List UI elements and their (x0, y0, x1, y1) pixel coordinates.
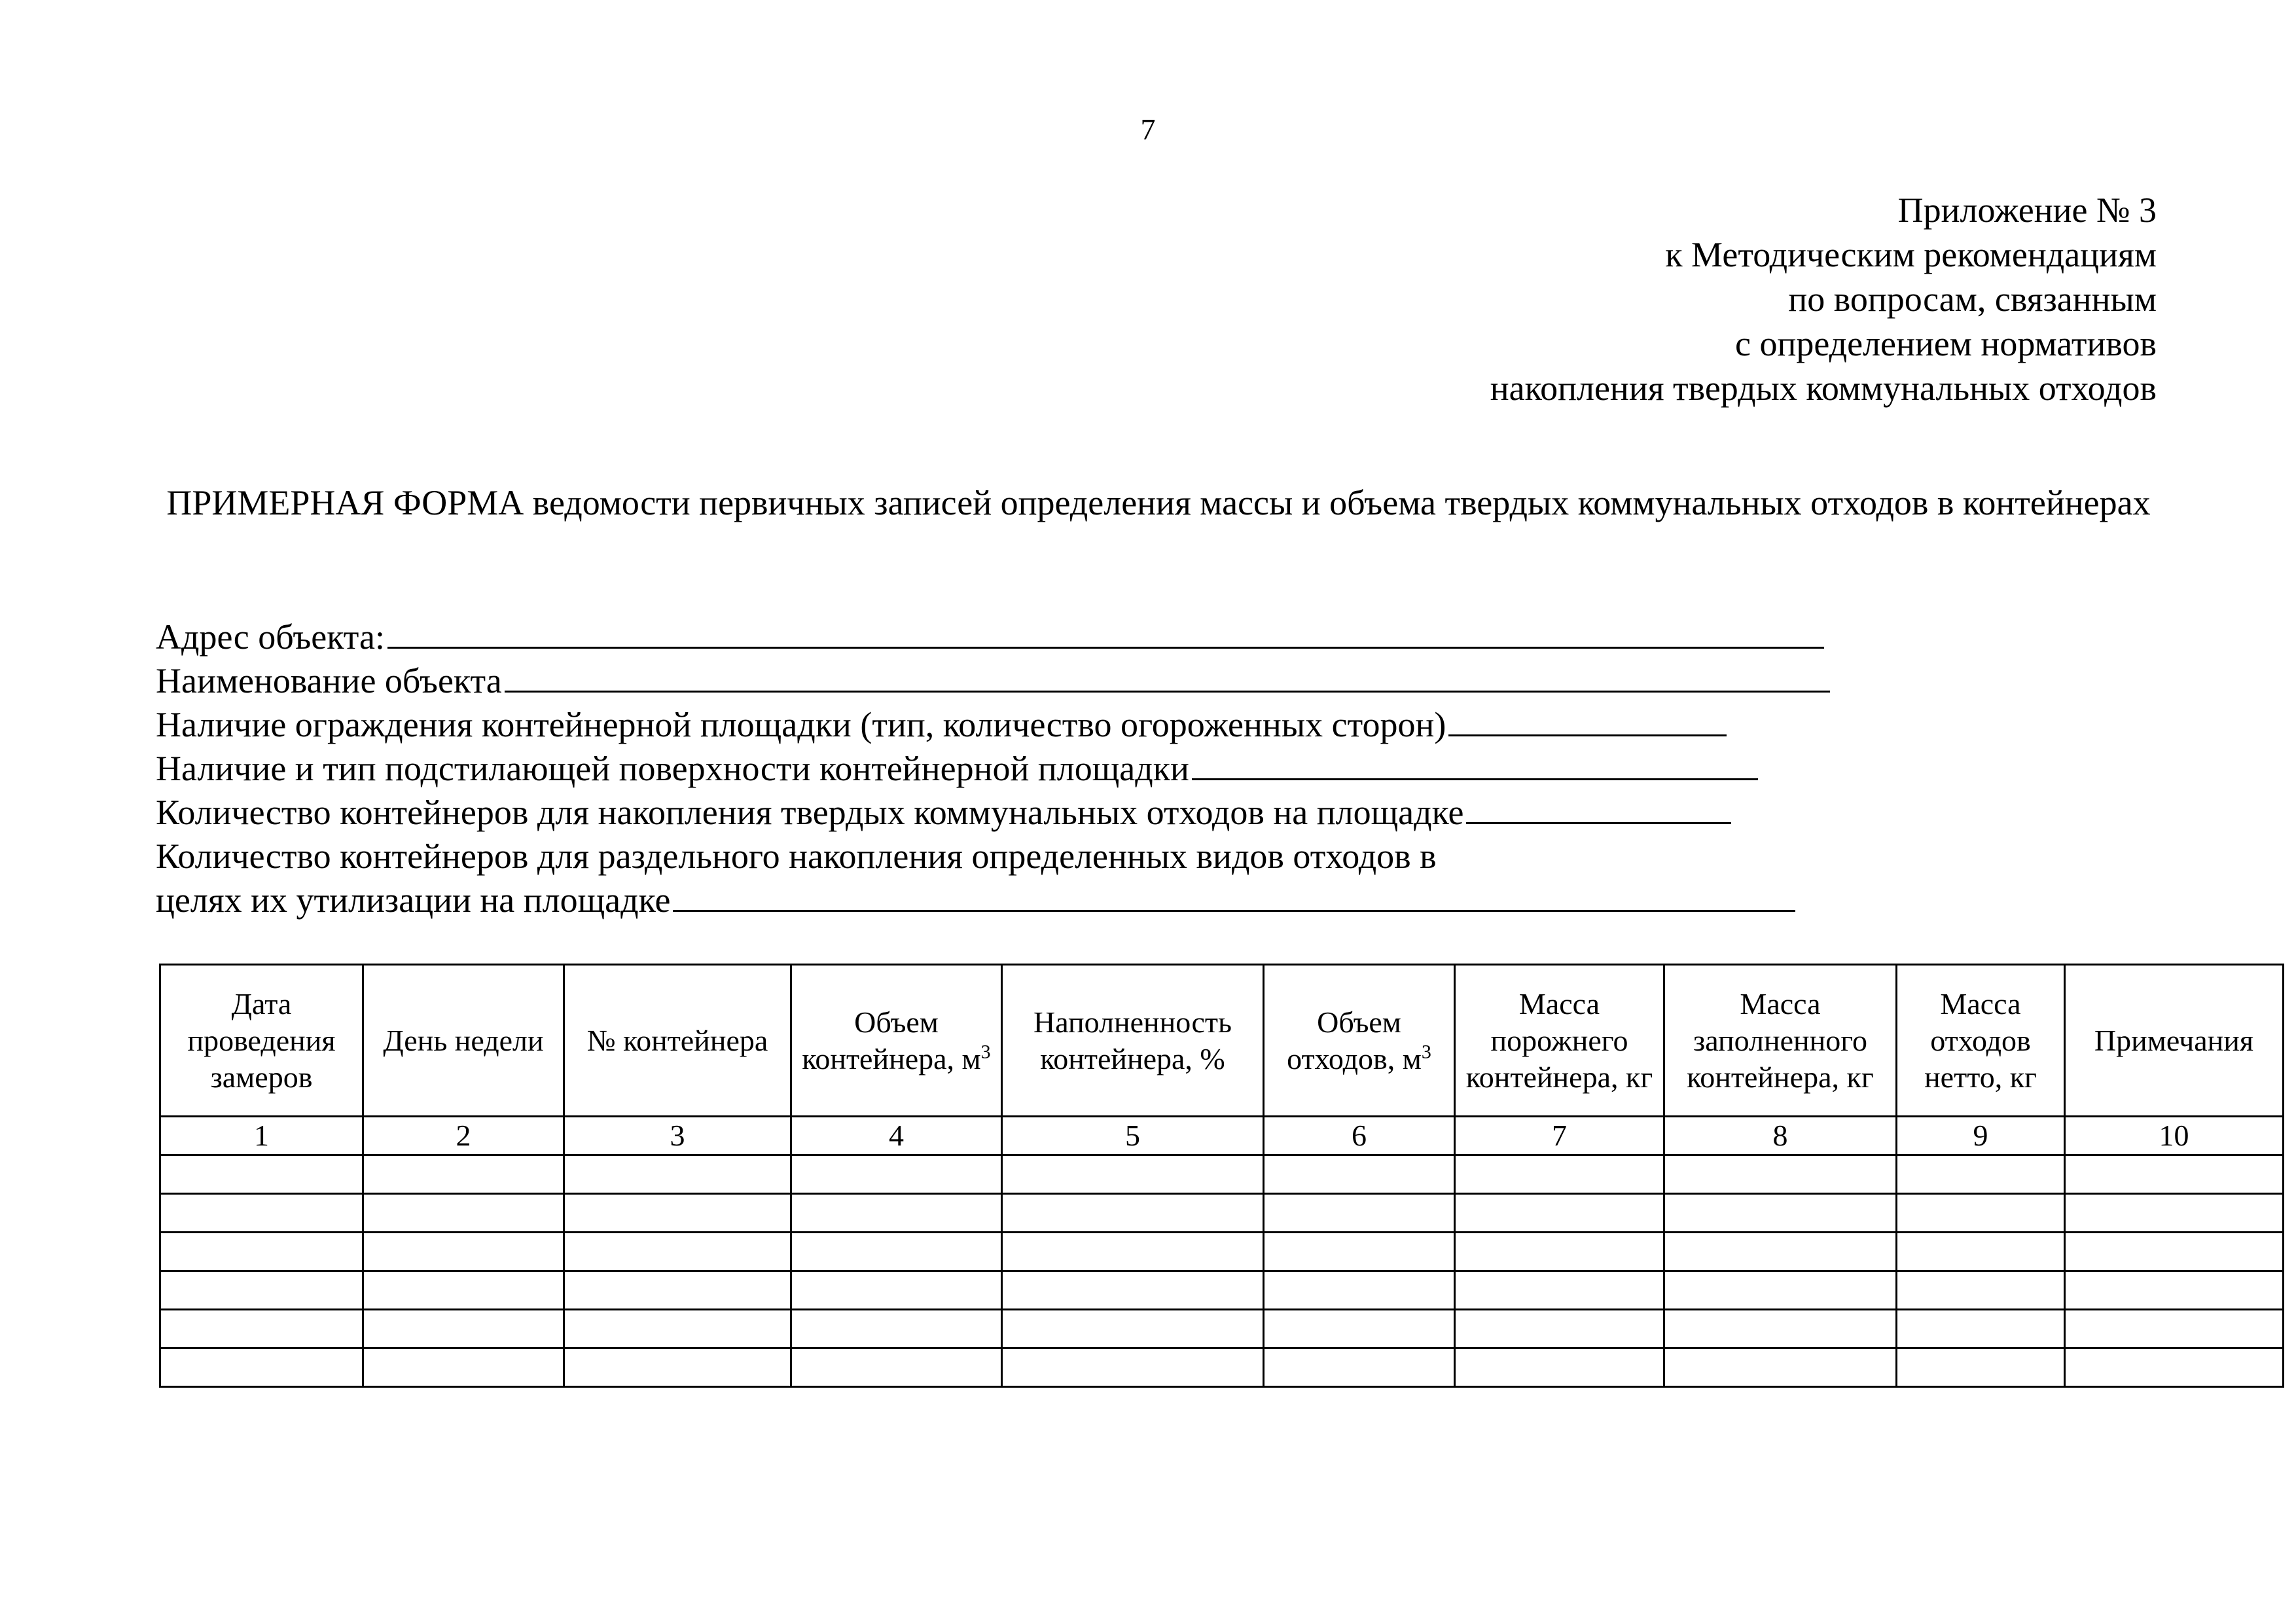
empty-cell[interactable] (1264, 1348, 1455, 1387)
column-number: 3 (564, 1117, 791, 1155)
empty-cell[interactable] (363, 1155, 564, 1194)
separate-containers-blank[interactable] (673, 907, 1795, 912)
empty-cell[interactable] (1664, 1194, 1897, 1233)
empty-cell[interactable] (160, 1233, 363, 1271)
col-header-notes: Примечания (2065, 965, 2284, 1117)
empty-cell[interactable] (1897, 1271, 2065, 1310)
empty-cell[interactable] (791, 1348, 1002, 1387)
column-number: 7 (1455, 1117, 1664, 1155)
empty-cell[interactable] (363, 1348, 564, 1387)
empty-cell[interactable] (1002, 1194, 1264, 1233)
name-field (156, 659, 1830, 703)
empty-cell[interactable] (1664, 1155, 1897, 1194)
appendix-line: к Методическим рекомендациям (1665, 235, 2157, 274)
col-header-waste-volume-text: Объем отходов, м (1287, 1005, 1422, 1075)
surface-label: Наличие и тип подстилающей поверхности контейнерной площадки (156, 749, 1189, 788)
name-blank[interactable] (505, 688, 1830, 693)
appendix-line: с определением нормативов (1735, 324, 2157, 363)
separate-containers-label-cont: целях их утилизации на площадке (156, 880, 671, 920)
empty-cell[interactable] (1264, 1194, 1455, 1233)
header-row (160, 965, 2284, 1117)
table-row (160, 1233, 2284, 1271)
empty-cell[interactable] (564, 1310, 791, 1348)
empty-cell[interactable] (564, 1233, 791, 1271)
empty-cell[interactable] (791, 1271, 1002, 1310)
col-header-full-mass: Масса заполненного контейнера, кг (1664, 965, 1897, 1117)
containers-count-label: Количество контейнеров для накопления твердых коммунальных отходов на площадке (156, 793, 1464, 832)
empty-cell[interactable] (1264, 1310, 1455, 1348)
empty-cell[interactable] (1002, 1233, 1264, 1271)
empty-cell[interactable] (363, 1310, 564, 1348)
empty-cell[interactable] (1002, 1310, 1264, 1348)
empty-cell[interactable] (791, 1155, 1002, 1194)
address-field (156, 615, 1830, 659)
empty-cell[interactable] (564, 1194, 791, 1233)
containers-count-blank[interactable] (1466, 820, 1731, 824)
empty-cell[interactable] (2065, 1271, 2284, 1310)
table-row (160, 1194, 2284, 1233)
empty-cell[interactable] (791, 1194, 1002, 1233)
empty-cell[interactable] (1455, 1348, 1664, 1387)
ledger-table (159, 964, 2284, 1388)
col-header-empty-mass: Масса порожнего контейнера, кг (1455, 965, 1664, 1117)
col-header-waste-volume (1264, 965, 1455, 1117)
col-header-weekday: День недели (363, 965, 564, 1117)
fencing-field (156, 703, 1830, 747)
empty-cell[interactable] (160, 1194, 363, 1233)
table-row (160, 1271, 2284, 1310)
empty-cell[interactable] (1897, 1194, 2065, 1233)
cube-superscript: 3 (1421, 1041, 1431, 1063)
column-number: 5 (1002, 1117, 1264, 1155)
empty-cell[interactable] (1455, 1310, 1664, 1348)
empty-cell[interactable] (2065, 1348, 2284, 1387)
empty-cell[interactable] (1002, 1155, 1264, 1194)
empty-cell[interactable] (1664, 1271, 1897, 1310)
empty-cell[interactable] (1455, 1271, 1664, 1310)
page-number: 7 (1140, 113, 1156, 146)
surface-field (156, 747, 1830, 791)
empty-cell[interactable] (2065, 1233, 2284, 1271)
form-title: ПРИМЕРНАЯ ФОРМА ведомости первичных записей определения массы и объема твердых коммунальных отходов в контейнерах (166, 483, 2151, 522)
col-header-net-mass: Масса отходов нетто, кг (1897, 965, 2065, 1117)
empty-cell[interactable] (2065, 1310, 2284, 1348)
empty-cell[interactable] (2065, 1194, 2284, 1233)
empty-cell[interactable] (363, 1271, 564, 1310)
empty-cell[interactable] (1664, 1310, 1897, 1348)
empty-cell[interactable] (564, 1155, 791, 1194)
col-header-container-no: № контейнера (564, 965, 791, 1117)
empty-cell[interactable] (791, 1233, 1002, 1271)
appendix-line: Приложение № 3 (1897, 190, 2157, 230)
fencing-blank[interactable] (1448, 732, 1727, 736)
col-header-container-volume-text: Объем контейнера, м (802, 1005, 981, 1075)
containers-count-field (156, 791, 1830, 835)
empty-cell[interactable] (160, 1348, 363, 1387)
empty-cell[interactable] (1664, 1348, 1897, 1387)
empty-cell[interactable] (160, 1155, 363, 1194)
empty-cell[interactable] (1455, 1194, 1664, 1233)
separate-containers-field-cont (156, 878, 1830, 922)
empty-cell[interactable] (1897, 1155, 2065, 1194)
column-number: 1 (160, 1117, 363, 1155)
column-number: 2 (363, 1117, 564, 1155)
column-number: 4 (791, 1117, 1002, 1155)
appendix-line: накопления твердых коммунальных отходов (1490, 369, 2157, 408)
address-label: Адрес объекта: (156, 617, 386, 657)
empty-cell[interactable] (1664, 1233, 1897, 1271)
appendix-heading (1490, 188, 2157, 410)
col-header-fill: Наполненность контейнера, % (1002, 965, 1264, 1117)
empty-cell[interactable] (1264, 1271, 1455, 1310)
empty-cell[interactable] (791, 1310, 1002, 1348)
cube-superscript: 3 (980, 1041, 991, 1063)
empty-cell[interactable] (564, 1348, 791, 1387)
empty-cell[interactable] (564, 1271, 791, 1310)
empty-cell[interactable] (1455, 1233, 1664, 1271)
empty-cell[interactable] (1264, 1155, 1455, 1194)
table-row (160, 1310, 2284, 1348)
appendix-line: по вопросам, связанным (1788, 280, 2157, 319)
empty-cell[interactable] (1002, 1348, 1264, 1387)
address-blank[interactable] (387, 644, 1824, 649)
table-row (160, 1155, 2284, 1194)
empty-cell[interactable] (1264, 1233, 1455, 1271)
col-header-date: Дата проведения замеров (160, 965, 363, 1117)
column-number: 9 (1897, 1117, 2065, 1155)
column-number: 8 (1664, 1117, 1897, 1155)
separate-containers-label: Количество контейнеров для раздельного накопления определенных видов отходов в (156, 837, 1437, 876)
separate-containers-field (156, 835, 1830, 878)
object-fields (156, 615, 1830, 922)
empty-cell[interactable] (1455, 1155, 1664, 1194)
empty-cell[interactable] (160, 1310, 363, 1348)
empty-cell[interactable] (363, 1194, 564, 1233)
empty-cell[interactable] (160, 1271, 363, 1310)
empty-cell[interactable] (1897, 1310, 2065, 1348)
surface-blank[interactable] (1192, 776, 1758, 780)
empty-cell[interactable] (2065, 1155, 2284, 1194)
table-row (160, 1348, 2284, 1387)
column-number: 6 (1264, 1117, 1455, 1155)
column-number-row (160, 1117, 2284, 1155)
fencing-label: Наличие ограждения контейнерной площадки (тип, количество огороженных сторон) (156, 705, 1446, 744)
empty-cell[interactable] (1897, 1348, 2065, 1387)
empty-cell[interactable] (1897, 1233, 2065, 1271)
name-label: Наименование объекта (156, 661, 502, 700)
empty-cell[interactable] (1002, 1271, 1264, 1310)
empty-cell[interactable] (363, 1233, 564, 1271)
col-header-container-volume (791, 965, 1002, 1117)
column-number: 10 (2065, 1117, 2284, 1155)
